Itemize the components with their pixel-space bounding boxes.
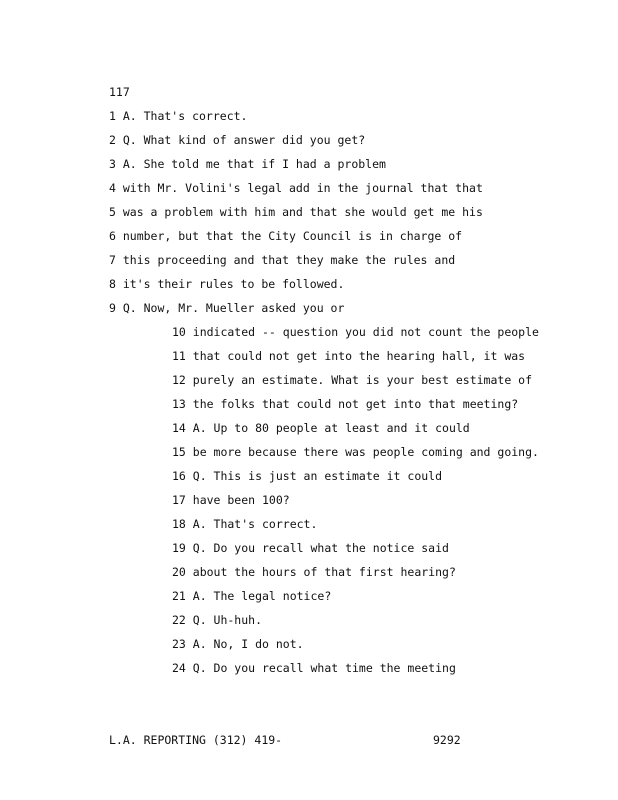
transcript-line-22: 22 Q. Uh-huh. [172, 613, 263, 627]
transcript-line-1: 1 A. That's correct. [109, 109, 248, 123]
transcript-line-23: 23 A. No, I do not. [172, 637, 304, 651]
transcript-line-13: 13 the folks that could not get into that meeting? [172, 397, 519, 411]
transcript-line-18: 18 A. That's correct. [172, 517, 318, 531]
transcript-line-19: 19 Q. Do you recall what the notice said [172, 541, 449, 555]
transcript-line-15: 15 be more because there was people coming and going. [172, 445, 539, 459]
transcript-line-14: 14 A. Up to 80 people at least and it could [172, 421, 470, 435]
transcript-line-4: 4 with Mr. Volini's legal add in the journal that that [109, 181, 483, 195]
footer-phone-suffix: 9292 [433, 733, 461, 747]
transcript-line-11: 11 that could not get into the hearing hall, it was [172, 349, 526, 363]
transcript-line-8: 8 it's their rules to be followed. [109, 277, 345, 291]
transcript-line-10: 10 indicated -- question you did not count the people [172, 325, 539, 339]
transcript-line-17: 17 have been 100? [172, 493, 290, 507]
transcript-line-24: 24 Q. Do you recall what time the meeting [172, 661, 456, 675]
transcript-line-20: 20 about the hours of that first hearing? [172, 565, 456, 579]
transcript-line-7: 7 this proceeding and that they make the rules and [109, 253, 456, 267]
transcript-line-6: 6 number, but that the City Council is in charge of [109, 229, 463, 243]
footer-reporter-name: L.A. REPORTING (312) 419- [109, 733, 283, 747]
transcript-line-16: 16 Q. This is just an estimate it could [172, 469, 443, 483]
transcript-line-5: 5 was a problem with him and that she would get me his [109, 205, 483, 219]
transcript-line-9: 9 Q. Now, Mr. Mueller asked you or [109, 301, 345, 315]
transcript-line-12: 12 purely an estimate. What is your best estimate of [172, 373, 533, 387]
transcript-line-2: 2 Q. What kind of answer did you get? [109, 133, 366, 147]
transcript-line-3: 3 A. She told me that if I had a problem [109, 157, 386, 171]
transcript-line-21: 21 A. The legal notice? [172, 589, 332, 603]
page-number: 117 [109, 85, 130, 99]
